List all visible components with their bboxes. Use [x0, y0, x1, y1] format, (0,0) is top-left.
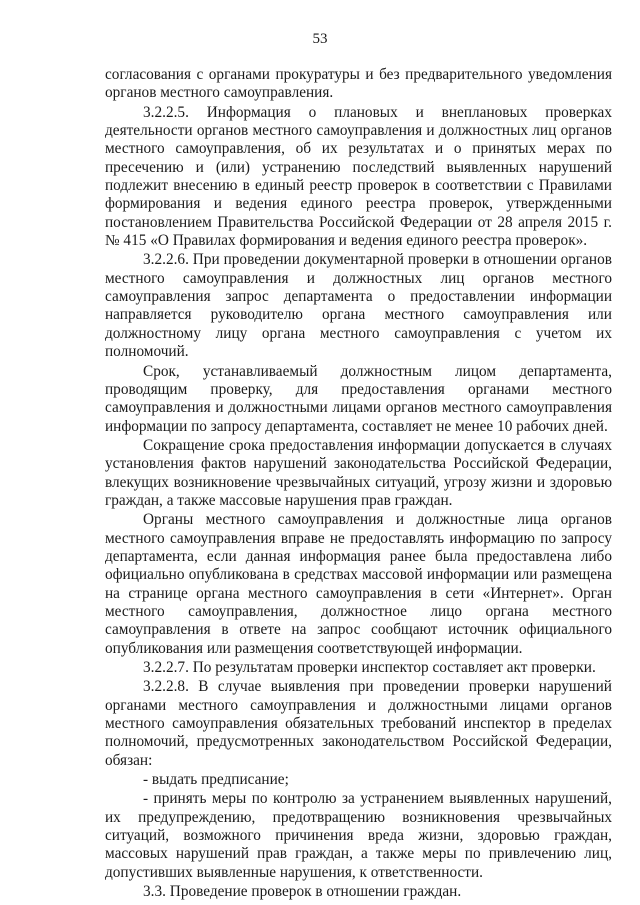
- document-body: [105, 66, 612, 901]
- paragraph-organy: Органы местного самоуправления и должностные лица органов местного самоуправления вправе не предоставлять информацию по запросу департамента, если данная информация ранее была предоставлена либо официально опубликована в средствах массовой информации или размещена на странице органа местного самоуправления в сети «Интернет». Орган местного самоуправления, должностное лицо органа местного самоуправления в ответе на запрос сообщают источник официального опубликования или размещения соответствующей информации.: [105, 511, 612, 657]
- paragraph-3-2-2-6: 3.2.2.6. При проведении документарной проверки в отношении органов местного самоуправления и должностных лиц органов местного самоуправления запрос департамента о предоставлении информации направляется руководителю органа местного самоуправления или должностному лицу органа местного самоуправления с учетом их полномочий.: [105, 251, 612, 361]
- paragraph-srok: Срок, устанавливаемый должностным лицом департамента, проводящим проверку, для предоставления органами местного самоуправления и должностными лицами органов местного самоуправления информации по запросу департамента, составляет не менее 10 рабочих дней.: [105, 362, 612, 435]
- paragraph-3-3: 3.3. Проведение проверок в отношении граждан.: [143, 883, 462, 901]
- list-item-prinyat: - принять меры по контролю за устранением выявленных нарушений, их предупреждению, предотвращению возникновения чрезвычайных ситуаций, возможного причинения вреда жизни, здоровью граждан, массовых нарушений прав граждан, а также меры по привлечению лиц, допустивших выявленные нарушения, к ответственности.: [105, 790, 612, 881]
- paragraph-3-2-2-5: 3.2.2.5. Информация о плановых и внеплановых проверках деятельности органов местного самоуправления и должностных лиц органов местного самоуправления, об их результатах и о принятых мерах по пресечению и (или) устранению последствий выявленных нарушений подлежит внесению в единый реестр проверок в соответствии с Правилами формирования и ведения единого реестра проверок, утвержденными постановлением Правительства Российской Федерации от 28 апреля 2015 г. № 415 «О Правилах формирования и ведения единого реестра проверок».: [105, 103, 612, 250]
- page-number: 53: [312, 31, 328, 47]
- paragraph-sokrashchenie: Сокращение срока предоставления информации допускается в случаях установления фактов нарушений законодательства Российской Федерации, влекущих возникновение чрезвычайных ситуаций, угрозу жизни и здоровью граждан, а также массовые нарушения прав граждан.: [105, 436, 612, 509]
- paragraph-3-2-2-8: 3.2.2.8. В случае выявления при проведении проверки нарушений органами местного самоуправления и должностными лицами органов местного самоуправления обязательных требований инспектор в пределах полномочий, предусмотренных законодательством Российской Федерации, обязан:: [105, 678, 612, 769]
- paragraph-3-2-2-7: 3.2.2.7. По результатам проверки инспектор составляет акт проверки.: [143, 659, 596, 676]
- list-item-vydat: - выдать предписание;: [143, 771, 289, 789]
- paragraph-continuation: согласования с органами прокуратуры и без предварительного уведомления органов местного самоуправления.: [105, 66, 612, 102]
